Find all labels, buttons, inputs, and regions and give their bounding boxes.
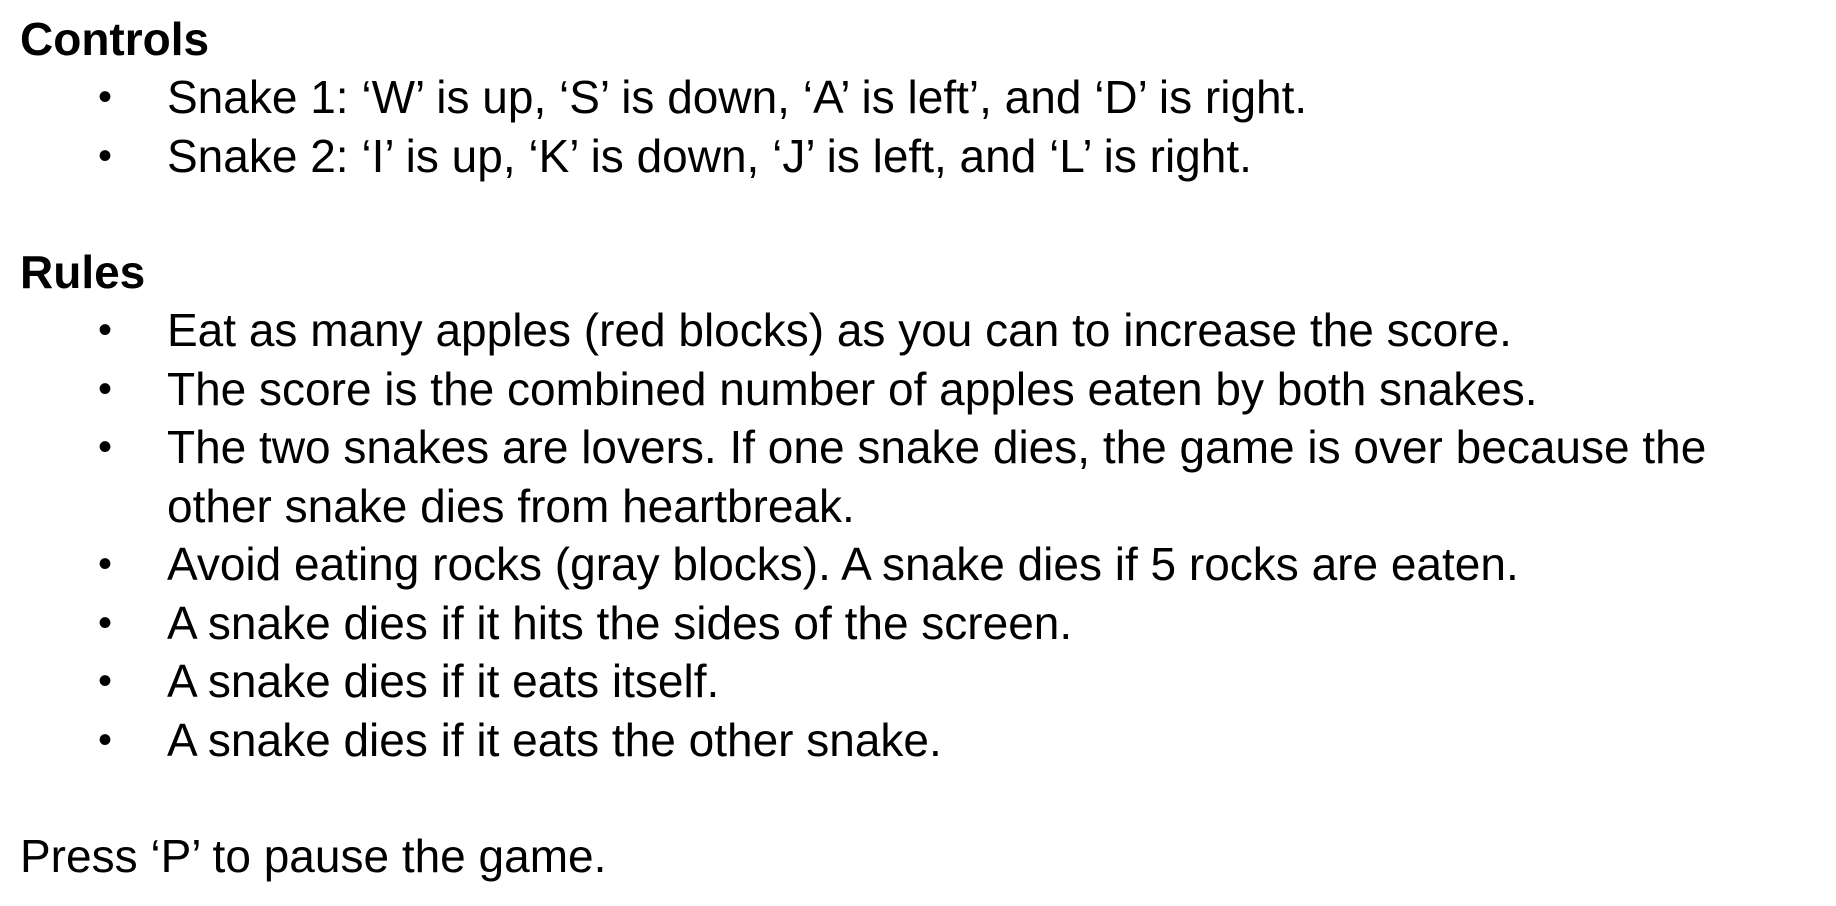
rules-item: Avoid eating rocks (gray blocks). A snake dies if 5 rocks are eaten. bbox=[167, 538, 1519, 590]
bullet-icon: • bbox=[98, 425, 113, 469]
rules-list bbox=[20, 301, 1836, 769]
controls-heading: Controls bbox=[20, 13, 210, 65]
list-item bbox=[20, 127, 1836, 186]
list-item bbox=[20, 418, 1836, 535]
section-spacer bbox=[20, 769, 1836, 827]
rules-item: A snake dies if it eats the other snake. bbox=[167, 713, 942, 766]
bullet-icon: • bbox=[98, 366, 113, 411]
list-item bbox=[20, 594, 1836, 653]
controls-list bbox=[20, 68, 1836, 185]
bullet-icon: • bbox=[98, 542, 113, 586]
bullet-icon: • bbox=[98, 308, 113, 352]
rules-item: The score is the combined number of apples eaten by both snakes. bbox=[167, 362, 1538, 415]
rules-item: Eat as many apples (red blocks) as you can to increase the score. bbox=[167, 304, 1512, 356]
list-item bbox=[20, 535, 1836, 594]
bullet-icon: • bbox=[98, 600, 113, 645]
bullet-icon: • bbox=[98, 659, 113, 703]
list-item bbox=[20, 68, 1836, 127]
controls-item-snake-1: Snake 1: ‘W’ is up, ‘S’ is down, ‘A’ is left’, and ‘D’ is right. bbox=[167, 71, 1308, 123]
bullet-icon: • bbox=[98, 717, 113, 762]
list-item bbox=[20, 360, 1836, 419]
rules-heading: Rules bbox=[20, 246, 146, 298]
rules-item: The two snakes are lovers. If one snake dies, the game is over because the other snake dies from heartbreak. bbox=[167, 421, 1707, 532]
list-item bbox=[20, 301, 1836, 360]
rules-item: A snake dies if it eats itself. bbox=[167, 655, 720, 707]
list-item bbox=[20, 652, 1836, 711]
rules-item: A snake dies if it hits the sides of the screen. bbox=[167, 596, 1073, 649]
bullet-icon: • bbox=[98, 75, 113, 119]
controls-item-snake-2: Snake 2: ‘I’ is up, ‘K’ is down, ‘J’ is left, and ‘L’ is right. bbox=[167, 129, 1252, 182]
pause-instruction: Press ‘P’ to pause the game. bbox=[20, 830, 607, 882]
section-spacer bbox=[20, 185, 1836, 243]
list-item bbox=[20, 711, 1836, 770]
bullet-icon: • bbox=[98, 133, 113, 178]
